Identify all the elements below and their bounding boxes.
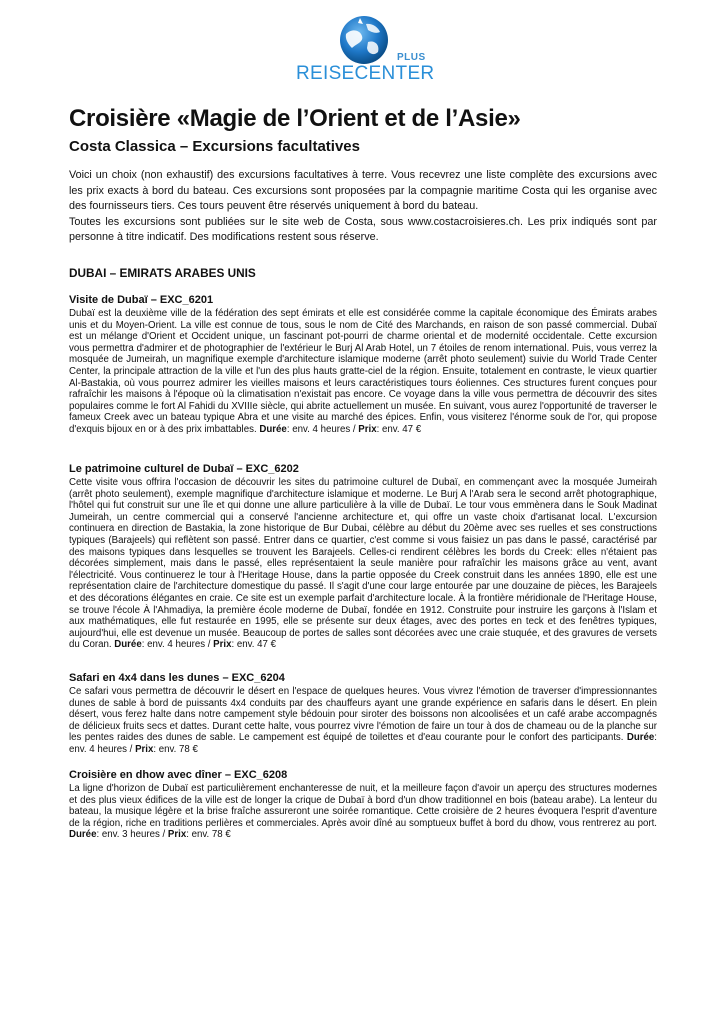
excursion-price: env. 78 € <box>158 743 198 755</box>
excursion-title: Visite de Dubaï – EXC_6201 <box>69 294 214 306</box>
excursion-block <box>69 293 657 436</box>
price-label: Prix <box>167 829 187 841</box>
duration-label: Durée <box>114 639 142 651</box>
logo-plus-text: PLUS <box>397 52 426 63</box>
intro-text <box>69 168 657 246</box>
excursion-duration: env. 4 heures <box>147 639 206 651</box>
price-label: Prix <box>135 743 154 755</box>
page-subtitle: Costa Classica – Excursions facultatives <box>69 138 360 155</box>
logo-brand-name: REISECENTER <box>296 63 435 84</box>
excursion-block <box>69 671 657 756</box>
page-title: Croisière «Magie de l’Orient et de l’Asie» <box>69 105 521 132</box>
excursion-description-text: Ce safari vous permettra de découvrir le désert en l'espace de quelques heures. Vous vivrez l'émotion de traverser d'impressionnantes dunes de sable à bord de puissants 4x4 conduits par des chauffeurs ayant une grande expérience en safaris dans le désert. En plein désert, vous ferez halte dans notre campement style bédouin pour siroter des boissons non alcoolisées et un café arabe accompagnés de délicieux fruits secs et dattes. Durant cette halte, vous pourrez vivre l'émotion de faire un tour à dos de chameau ou de la planche sur les pentes raides des dunes de sable. Le campement est équipé de toilettes et d'eau courante pour le confort des participants. <box>69 686 657 744</box>
excursion-description: Cette visite vous offrira l'occasion de découvrir les sites du patrimoine culturel de Dubaï, en commençant avec la mosquée Jumeirah (arrêt photo seulement), exemple magnifique d'architecture islamique et moderne. Le Burj A l'Arab sera le second arrêt photographique, l'hôtel qui fut construit sur une île et qui donne une allure particulière à la ville de Dubaï. Le tour vous emmènera dans le Souk Madinat Jumeirah, un centre commercial qui a conservé l'ancienne architecture et, qui offre un vaste choix d'artisanat local. L'excursion continuera en direction de Bastakia, la zone historique de Bur Dubai, célèbre au début du 20ème avec ses ruelles et ses constructions typiques (Barajeels) qui reflètent son passé. Entrer dans ce quartier, c'est comme si vous faisiez un pas dans le passé, caractérisé par des maisons typiques dans lesquelles se trouvent les Barajeels. Celles-ci rendirent célèbres les bords du Creek: elles n'étaient pas décorées simplement, mais dans le passé, elles représentaient la seule manière pour rafraîchir les maisons grâce au vent, avant l'électricité. Vous continuerez le tour à l'Heritage House, dans la partie opposée du Creek construit dans les années 1890, elle est une représentation claire de l'architecture domestique du passé. Il s'agit d'une cour large entourée par une douzaine de pièces, les Barajeels et des décorations élégantes en craie. Ce site est un exemple parfait d'architecture locale. À la frontière méridionale de l'Heritage House, se trouve l'école À l'Ahmadiya, la première école moderne de Dubaï, fondée en 1912. Construite pour instruire les garçons à l'Islam et aux mathématiques, elle fut restaurée en 1995, elle se présente sur deux étages, avec des portes en teck et des fenêtres typiques, aujourd'hui, elle est devenue un musée. Beaucoup de portes de salles sont décorées avec une craie stuquée, et des gravures de versets du Coran. Durée: env. 4 heures / Prix: env. 47 € <box>69 477 657 651</box>
excursion-description-text: Cette visite vous offrira l'occasion de découvrir les sites du patrimoine culturel de Dubaï, en commençant avec la mosquée Jumeirah (arrêt photo seulement), exemple magnifique d'architecture islamique et moderne. Le Burj A l'Arab sera le second arrêt photographique, l'hôtel qui fut construit sur une île et qui donne une allure particulière à la ville de Dubaï. Le tour vous emmènera dans le Souk Madinat Jumeirah, un centre commercial qui a conservé l'ancienne architecture et, qui offre un vaste choix d'artisanat local. L'excursion continuera en direction de Bastakia, la zone historique de Bur Dubai, célèbre au début du 20ème avec ses ruelles et ses constructions typiques (Barajeels) qui reflètent son passé. Entrer dans ce quartier, c'est comme si vous faisiez un pas dans le passé, caractérisé par des maisons typiques dans lesquelles se trouvent les Barajeels. Celles-ci rendirent célèbres les bords du Creek: elles n'étaient pas décorées simplement, mais dans le passé, elles représentaient la seule manière pour rafraîchir les maisons grâce au vent, avant l'électricité. Vous continuerez le tour à l'Heritage House, dans la partie opposée du Creek construit dans les années 1890, elle est une représentation claire de l'architecture domestique du passé. Il s'agit d'une cour large entourée par une douzaine de pièces, les Barajeels et des décorations élégantes en craie. Ce site est un exemple parfait d'architecture locale. À la frontière méridionale de l'Heritage House, se trouve l'école À l'Ahmadiya, la première école moderne de Dubaï, fondée en 1912. Construite pour instruire les garçons à l'Islam et aux mathématiques, elle fut restaurée en 1995, elle se présente sur deux étages, avec des portes en teck et des fenêtres typiques, aujourd'hui, elle est devenue un musée. Beaucoup de portes de salles sont décorées avec une craie stuquée, et des gravures de versets du Coran. <box>69 477 657 651</box>
globe-icon <box>338 14 390 66</box>
duration-label: Durée <box>69 829 97 841</box>
excursion-duration: env. 3 heures <box>101 829 160 841</box>
excursion-title: Le patrimoine culturel de Dubaï – EXC_6202 <box>69 463 299 475</box>
excursion-description-text: La ligne d'horizon de Dubaï est particulièrement enchanteresse de nuit, et la meilleure façon d'avoir un aperçu des structures modernes et des plus vieux édifices de la ville est de longer la crique de Dubaï à bord d'un dhow traditionnel en bois (bateau arabe). La lenteur du bateau, la musique légère et la brise fraîche assureront une soirée romantique. Cette croisière de 2 heures évoquera l'esprit d'aventure de la région, riche en traditions perlières et commerciales. Après avoir dîné au somptueux buffet à bord du dhow, vous rentrerez au port. <box>69 783 657 829</box>
excursion-price: env. 47 € <box>381 423 422 435</box>
section-heading: DUBAI – EMIRATS ARABES UNIS <box>69 266 256 280</box>
excursion-description: Dubaï est la deuxième ville de la fédération des sept émirats et elle est considérée comme la capitale économique des Émirats arabes unis et du Moyen-Orient. La ville est connue de tous, sous le nom de Cité des Marchands, en raison de son passé commercial. Dubaï est un mélange d'Orient et Occident unique, un fascinant pot-pourri de charme oriental et de modernité occidentale. Cette excursion vous permettra d'admirer et de photographier de l'extérieur le Burj Al Arab Hotel, un 7 étoiles de renom international. Puis, vous verrez la mosquée de Jumeirah, un magnifique exemple d'architecture islamique moderne (arrêt photo seulement) suivie du World Trade Center Center, la principale attraction de la ville et l'un des plus hauts gratte-ciel de la région. Ensuite, totalement en contraste, le vieux quartier Al-Bastakia, où vous pourrez admirer les vieilles maisons et leurs caractéristiques tours éoliennes. Ces structures furent conçues pour rafraîchir les maisons à l'époque où la climatisation n'existait pas encore. Ce voyage dans la ville vous permettra de découvrir des sites populaires comme le fort Al Fahidi du XVIIIe siècle, qui abrite actuellement un musée. En suivant, vous aurez l'opportunité de traverser le fameux Creek avec un bateau typique Abra et une visite au marché des épices. Enfin, vous visiterez l'énorme souk de l'or, qui propose d'exquis bijoux en or à des prix imbattables. Durée: env. 4 heures / Prix: env. 47 € <box>69 308 657 435</box>
intro-paragraph-2: Toutes les excursions sont publiées sur le site web de Costa, sous www.costacroisieres.ch. Les prix indiqués sont par personne à titre indicatif. Des modifications restent sous réserve. <box>69 215 657 243</box>
excursion-duration: env. 4 heures <box>292 423 351 435</box>
price-label: Prix <box>213 639 232 651</box>
excursion-description: Ce safari vous permettra de découvrir le désert en l'espace de quelques heures. Vous vivrez l'émotion de traverser d'impressionnantes dunes de sable à bord de puissants 4x4 conduits par des chauffeurs ayant une grande expérience en safaris dans le désert. En plein désert, vous ferez halte dans notre campement style bédouin pour siroter des boissons non alcoolisées et un café arabe accompagnés de délicieux fruits secs et dattes. Durant cette halte, vous pourrez vivre l'émotion de faire un tour à dos de chameau ou de la planche sur les pentes raides des dunes de sable. Le campement est équipé de toilettes et d'eau courante pour le confort des participants. Durée: env. 4 heures / Prix: env. 78 € <box>69 686 657 755</box>
excursion-description-text: Dubaï est la deuxième ville de la fédération des sept émirats et elle est considérée comme la capitale économique des Émirats arabes unis et du Moyen-Orient. La ville est connue de tous, sous le nom de Cité des Marchands, en raison de son passé commercial. Dubaï est un mélange d'Orient et Occident unique, un fascinant pot-pourri de charme oriental et de modernité occidentale. Cette excursion vous permettra d'admirer et de photographier de l'extérieur le Burj Al Arab Hotel, un 7 étoiles de renom international. Puis, vous verrez la mosquée de Jumeirah, un magnifique exemple d'architecture islamique moderne (arrêt photo seulement) suivie du World Trade Center Center, la principale attraction de la ville et l'un des plus hauts gratte-ciel de la région. Ensuite, totalement en contraste, le vieux quartier Al-Bastakia, où vous pourrez admirer les vieilles maisons et leurs caractéristiques tours éoliennes. Ces structures furent conçues pour rafraîchir les maisons à l'époque où la climatisation n'existait pas encore. Ce voyage dans la ville vous permettra de découvrir des sites populaires comme le fort Al Fahidi du XVIIIe siècle, qui abrite actuellement un musée. En suivant, vous aurez l'opportunité de traverser le fameux Creek avec un bateau typique Abra et une visite au marché des épices. Enfin, vous visiterez l'énorme souk de l'or, qui propose d'exquis bijoux en or à des prix imbattables. <box>69 308 657 435</box>
excursion-description: La ligne d'horizon de Dubaï est particulièrement enchanteresse de nuit, et la meilleure façon d'avoir un aperçu des structures modernes et des plus vieux édifices de la ville est de longer la crique de Dubaï à bord d'un dhow traditionnel en bois (bateau arabe). La lenteur du bateau, la musique légère et la brise fraîche assureront une soirée romantique. Cette croisière de 2 heures évoquera l'esprit d'aventure de la région, riche en traditions perlières et commerciales. Après avoir dîné au somptueux buffet à bord du dhow, vous rentrerez au port. Durée: env. 3 heures / Prix: env. 78 € <box>69 783 657 841</box>
excursion-title: Safari en 4x4 dans les dunes – EXC_6204 <box>69 672 285 684</box>
excursion-block <box>69 462 657 651</box>
excursion-price: env. 78 € <box>191 829 231 841</box>
intro-paragraph-1: Voici un choix (non exhaustif) des excursions facultatives à terre. Vous recevrez une liste complète des excursions avec les prix exacts à bord du bateau. Ces excursions sont proposées par la compagnie maritime Costa qui les organise avec des fournisseurs tiers. Ces tours peuvent être réservés uniquement à bord du bateau. <box>69 169 657 212</box>
duration-label: Durée <box>259 423 287 435</box>
excursion-title: Croisière en dhow avec dîner – EXC_6208 <box>69 769 288 781</box>
excursion-duration: env. 4 heures <box>69 743 127 755</box>
price-label: Prix <box>358 423 377 435</box>
reisecenter-logo[interactable] <box>296 14 435 84</box>
excursion-price: env. 47 € <box>236 639 277 651</box>
duration-label: Durée <box>626 732 655 744</box>
excursion-block <box>69 768 657 841</box>
